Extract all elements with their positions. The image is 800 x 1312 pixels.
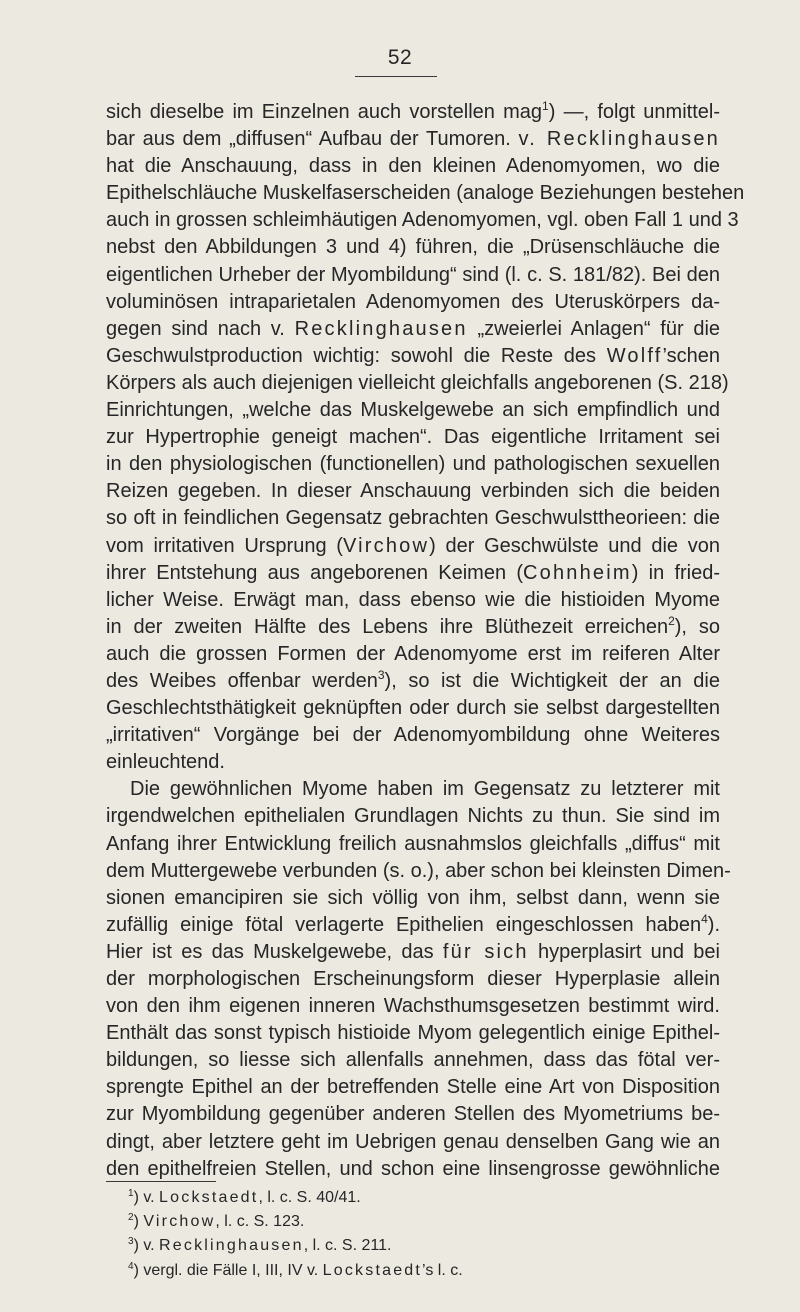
text-line: dingt, aber letztere geht im Uebrigen genau denselben Gang wie an xyxy=(106,1130,720,1153)
footnote-rule xyxy=(106,1181,216,1182)
text-line: Anfang ihrer Entwicklung freilich ausnahmslos gleichfalls „diffus“ mit xyxy=(106,832,720,855)
text-line: voluminösen intraparietalen Adenomyomen des Uteruskörpers da- xyxy=(106,290,720,313)
text-line: Körpers als auch diejenigen vielleicht gleichfalls angeborenen (S. 218) xyxy=(106,371,729,394)
author-name: Wolff xyxy=(606,344,663,367)
text-line: gegen sind nach v. Recklinghausen „zweierlei Anlagen“ für die xyxy=(106,317,721,340)
author-name: Virchow xyxy=(342,534,430,557)
page-number-rule xyxy=(355,76,437,77)
author-name: Lockstaedt xyxy=(322,1261,423,1279)
text-line: irgendwelchen epithelialen Grundlagen Nichts zu thun. Sie sind im xyxy=(106,805,720,828)
text-line: licher Weise. Erwägt man, dass ebenso wie die histioiden Myome xyxy=(106,588,720,611)
text-line: von den ihm eigenen inneren Wachsthumsgesetzen bestimmt wird. xyxy=(106,995,720,1018)
footnote-ref: 1 xyxy=(542,99,549,113)
text-line: dem Muttergewebe verbunden (s. o.), aber schon bei kleinsten Dimen- xyxy=(106,859,731,882)
text-line: in den physiologischen (functionellen) und pathologischen sexuellen xyxy=(106,453,720,476)
emphasis-text: für sich xyxy=(442,940,529,963)
footnote-ref: 2 xyxy=(668,613,675,628)
text-line: Die gewöhnlichen Myome haben im Gegensatz zu letzterer mit xyxy=(130,778,720,801)
footnote: $^4$) vergl. die Fälle I, III, IV v. Lockstaedt’s l. c. xyxy=(128,1260,463,1279)
author-name: Recklinghausen xyxy=(294,317,468,340)
text-line: „irritativen“ Vorgänge bei der Adenomyombildung ohne Weiteres xyxy=(106,724,720,747)
text-line: Reizen gegeben. In dieser Anschauung verbinden sich die beiden xyxy=(106,480,720,503)
text-line: zufällig einige fötal verlagerte Epithelien eingeschlossen haben$^4$). xyxy=(106,911,720,936)
text-line: vom irritativen Ursprung (Virchow) der Geschwülste und die von xyxy=(106,534,720,557)
text-line: zur Myombildung gegenüber anderen Stellen des Myometriums be- xyxy=(106,1103,720,1126)
text-line: der morphologischen Erscheinungsform dieser Hyperplasie allein xyxy=(106,968,720,990)
author-name: Cohnheim xyxy=(522,561,632,584)
text-line: auch die grossen Formen der Adenomyome erst im reiferen Alter xyxy=(106,642,720,665)
author-name: v. Recklinghausen xyxy=(518,128,720,151)
page-number: 52 xyxy=(387,46,413,69)
text-line: bildungen, so liesse sich allenfalls annehmen, dass das fötal ver- xyxy=(106,1049,720,1072)
footnote: $^1$) v. Lockstaedt, l. c. S. 40/41. xyxy=(128,1188,361,1206)
footnote: $^2$) Virchow, l. c. S. 123. xyxy=(128,1212,305,1231)
text-line: Epithelschläuche Muskelfaserscheiden (analoge Beziehungen bestehen xyxy=(106,182,745,205)
text-line: hat die Anschauung, dass in den kleinen Adenomyomen, wo die xyxy=(106,155,720,178)
text-line: Einrichtungen, „welche das Muskelgewebe an sich empfindlich und xyxy=(106,399,720,422)
text-line: sionen emancipiren sie sich völlig von ihm, selbst dann, wenn sie xyxy=(106,886,720,909)
text-line: Enthält das sonst typisch histioide Myom gelegentlich einige Epithel- xyxy=(106,1022,720,1045)
text-line: ihrer Entstehung aus angeborenen Keimen (Cohnheim) in fried- xyxy=(106,561,721,584)
text-line: einleuchtend. xyxy=(106,751,225,774)
footnote-ref: 3 xyxy=(377,667,385,682)
footnotes xyxy=(128,1186,463,1283)
text-line: Hier ist es das Muskelgewebe, das für sich hyperplasirt und bei xyxy=(106,940,720,963)
text-line: eigentlichen Urheber der Myombildung“ sind (l. c. S. 181/82). Bei den xyxy=(106,263,720,286)
text-line: bar aus dem „diffusen“ Aufbau der Tumoren. v. Recklinghausen xyxy=(106,128,720,151)
author-name: Virchow xyxy=(143,1213,216,1231)
text-line: auch in grossen schleimhäutigen Adenomyomen, vgl. oben Fall 1 und 3 xyxy=(106,209,739,232)
text-line: den epithelfreien Stellen, und schon eine linsengrosse gewöhnliche xyxy=(106,1157,720,1180)
author-name: Recklinghausen xyxy=(159,1237,304,1255)
text-line: des Weibes offenbar werden$^3$), so ist die Wichtigkeit der an die xyxy=(106,667,720,692)
text-line: in der zweiten Hälfte des Lebens ihre Blüthezeit erreichen$^2$), so xyxy=(106,613,720,638)
text-line: sprengte Epithel an der betreffenden Stelle eine Art von Disposition xyxy=(106,1076,720,1099)
footnote-ref: 4 xyxy=(701,911,708,926)
text-line: sich dieselbe im Einzelnen auch vorstellen mag$^1$) —, folgt unmittel- xyxy=(106,99,720,123)
text-line: Geschlechtsthätigkeit geknüpften oder durch sie selbst dargestellten xyxy=(106,697,720,720)
author-name: Lockstaedt xyxy=(159,1189,259,1206)
text-line: nebst den Abbildungen 3 und 4) führen, die „Drüsenschläuche die xyxy=(106,236,720,259)
body-text xyxy=(106,99,745,1183)
text-line: Geschwulstproduction wichtig: sowohl die Reste des Wolff’schen xyxy=(106,344,720,367)
text-line: zur Hypertrophie geneigt machen“. Das eigentliche Irritament sei xyxy=(106,426,720,449)
footnote: $^3$) v. Recklinghausen, l. c. S. 211. xyxy=(128,1236,392,1255)
text-line: so oft in feindlichen Gegensatz gebrachten Geschwulsttheorieen: die xyxy=(106,507,720,530)
